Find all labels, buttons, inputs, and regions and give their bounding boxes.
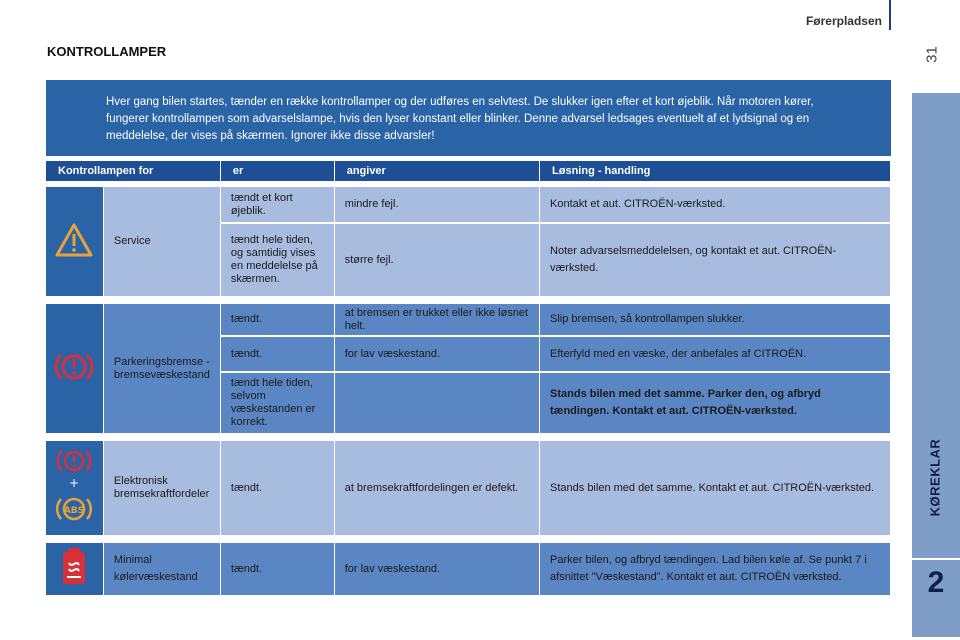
- abs-label: ABS: [64, 506, 85, 516]
- table-header-row: [46, 161, 891, 181]
- chapter-label: KØREKLAR: [927, 438, 943, 517]
- table-row: [46, 441, 891, 537]
- plus-sign: +: [69, 476, 80, 490]
- indicates-cell: mindre fejl.: [335, 187, 540, 224]
- state-cell: tændt.: [221, 543, 335, 597]
- lamp-name-parking-brake: Parkeringsbremse - bremsevæskestand: [104, 304, 221, 435]
- action-cell: Stands bilen med det samme. Kontakt et aut. CITROËN-værksted.: [540, 441, 891, 537]
- page-number: 31: [923, 46, 941, 63]
- chapter-divider: [912, 558, 960, 560]
- coolant-level-icon: [54, 545, 94, 589]
- header-indicates: angiver: [335, 161, 540, 181]
- indicates-cell: for lav væskestand.: [335, 543, 540, 597]
- running-header: Førerpladsen: [805, 14, 882, 28]
- warning-triangle-icon: [53, 220, 95, 260]
- brake-warning-icon: [52, 345, 96, 389]
- intro-text: Hver gang bilen startes, tænder en række kontrollamper og der udføres en selvtest. De slukker igen efter et kort øjeblik. Når motoren kører, fungerer kontrollampen som advarselslampe, hvis den lyser konstant eller blinker. Denne advarsel ledsages eventuelt af et lydsignal og en meddelelse, der vises på skærmen. Ignorer ikke disse advarsler!: [106, 96, 814, 142]
- state-cell: tændt hele tiden, selvom væskestanden er korrekt.: [221, 373, 335, 435]
- table-row: [46, 187, 891, 224]
- indicates-cell: for lav væskestand.: [335, 337, 540, 373]
- action-cell: Parker bilen, og afbryd tændingen. Lad bilen køle af. Se punkt 7 i afsnittet "Væskestand". Kontakt et aut. CITROËN værksted.: [540, 543, 891, 597]
- header-lamp: Kontrollampen for: [46, 161, 221, 181]
- indicates-cell: større fejl.: [335, 224, 540, 298]
- brake-lamp-cell: [46, 304, 104, 435]
- header-action: Løsning - handling: [540, 161, 891, 181]
- action-cell: Noter advarselsmeddelelsen, og kontakt et aut. CITROËN-værksted.: [540, 224, 891, 298]
- state-cell: tændt et kort øjeblik.: [221, 187, 335, 224]
- lamp-name-ebd: Elektronisk bremsekraftfordeler: [104, 441, 221, 537]
- warning-lamps-table: [46, 161, 891, 597]
- chapter-number: 2: [927, 566, 945, 599]
- indicates-cell: at bremsen er trukket eller ikke løsnet helt.: [335, 304, 540, 337]
- indicates-cell: [335, 373, 540, 435]
- coolant-lamp-cell: [46, 543, 104, 597]
- intro-box: [46, 80, 891, 156]
- lamp-name-service: Service: [104, 187, 221, 298]
- action-cell: Slip bremsen, så kontrollampen slukker.: [540, 304, 891, 337]
- header-state: er: [221, 161, 335, 181]
- indicates-cell: at bremsekraftfordelingen er defekt.: [335, 441, 540, 537]
- chapter-tab: [912, 93, 960, 637]
- service-lamp-cell: [46, 187, 104, 298]
- table-row: [46, 543, 891, 597]
- state-cell: tændt hele tiden, og samtidig vises en meddelelse på skærmen.: [221, 224, 335, 298]
- section-title: KONTROLLAMPER: [47, 44, 167, 59]
- action-cell: Efterfyld med en væske, der anbefales af CITROËN.: [540, 337, 891, 373]
- action-cell: Stands bilen med det samme. Parker den, og afbryd tændingen. Kontakt et aut. CITROËN-værksted.: [540, 373, 891, 435]
- state-cell: tændt.: [221, 441, 335, 537]
- header-rule: [889, 0, 891, 30]
- table-row: [46, 304, 891, 337]
- lamp-name-coolant: Minimal kølervæskestand: [104, 543, 221, 597]
- state-cell: tændt.: [221, 337, 335, 373]
- state-cell: tændt.: [221, 304, 335, 337]
- action-cell: Kontakt et aut. CITROËN-værksted.: [540, 187, 891, 224]
- ebd-lamp-cell: [46, 441, 104, 537]
- brake-abs-icon: [49, 441, 99, 531]
